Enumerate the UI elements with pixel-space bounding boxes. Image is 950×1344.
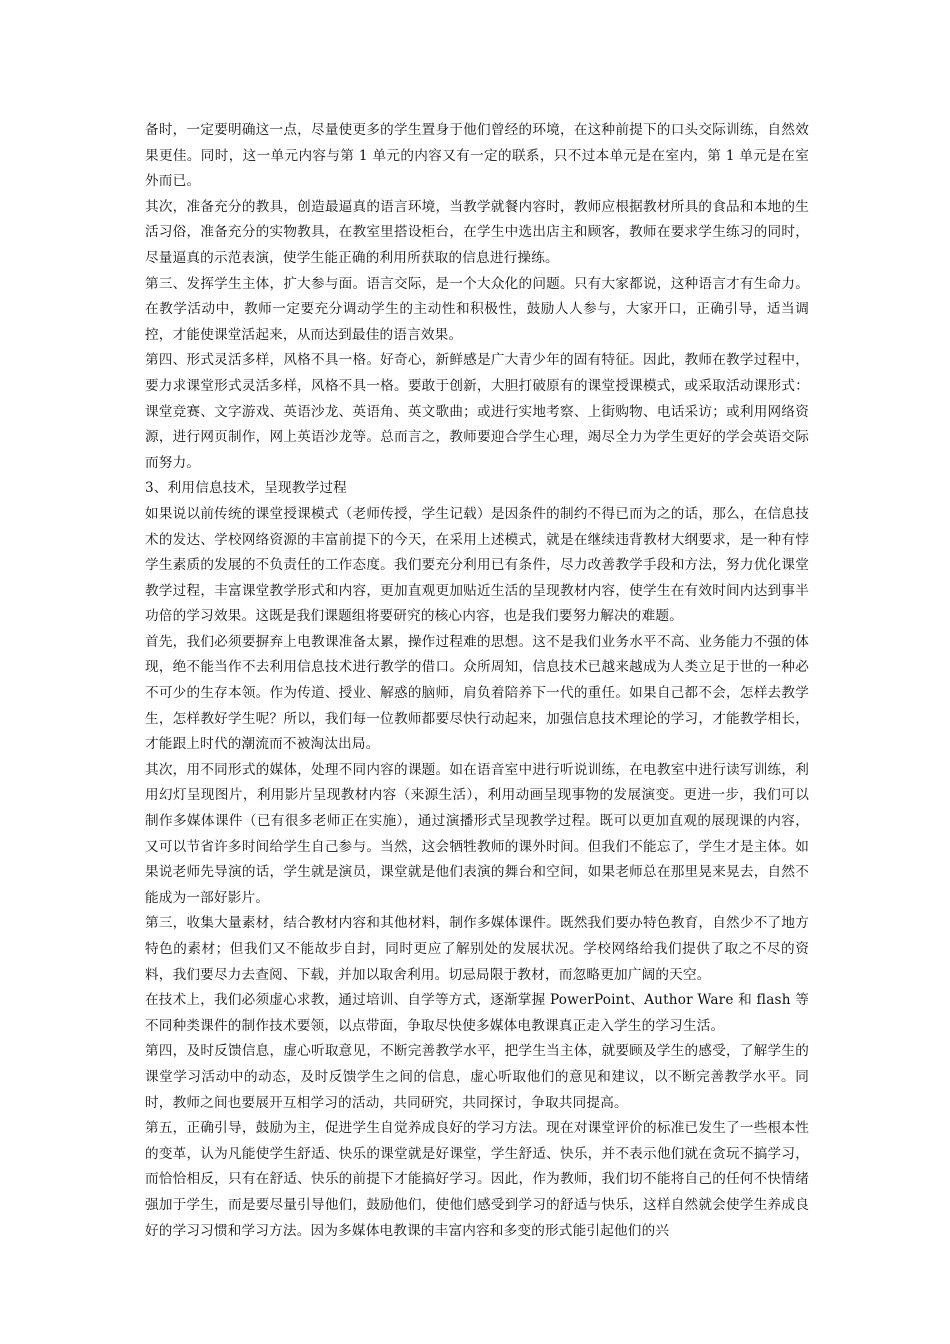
document-body	[145, 118, 809, 1244]
paragraph-flexible-forms: 第四、形式灵活多样，风格不具一格。好奇心，新鲜感是广大青少年的固有特征。因此，教师在教学过程中，要力求课堂形式灵活多样，风格不具一格。要敢于创新，大胆打破原有的课堂授课模式，或采取活动课形式：课堂竞赛、文字游戏、英语沙龙、英语角、英文歌曲；或进行实地考察、上街购物、电话采访；或利用网络资源，进行网页制作，网上英语沙龙等。总而言之，教师要迎合学生心理，竭尽全力为学生更好的学会英语交际而努力。	[145, 352, 809, 471]
section-heading-info-tech: 3、利用信息技术，呈现教学过程	[145, 480, 347, 497]
paragraph-lesson-prep: 备时，一定要明确这一点，尽量使更多的学生置身于他们曾经的环境，在这种前提下的口头交际训练，自然效果更佳。同时，这一单元内容与第 1 单元的内容又有一定的联系，只不过本单元是在室内，第 1 单元是在室外而已。	[145, 122, 809, 190]
paragraph-student-participation: 第三、发挥学生主体，扩大参与面。语言交际，是一个大众化的问题。只有大家都说，这种语言才有生命力。在教学活动中，教师一定要充分调动学生的主动性和积极性，鼓励人人参与，大家开口，正确引导，适当调控，才能使课堂活起来，从而达到最佳的语言效果。	[145, 275, 809, 343]
paragraph-third-materials: 第三，收集大量素材，结合教材内容和其他材料，制作多媒体课件。既然我们要办特色教育，自然少不了地方特色的素材；但我们又不能故步自封，同时更应了解别处的发展状况。学校网络给我们提供了取之不尽的资料，我们要尽力去查阅、下载，并加以取舍利用。切忌局限于教材，而忽略更加广阔的天空。	[145, 915, 809, 983]
paragraph-teaching-aids: 其次，准备充分的教具，创造最逼真的语言环境，当教学就餐内容时，教师应根据教材所具的食品和本地的生活习俗，准备充分的实物教具，在教室里搭设柜台，在学生中选出店主和顾客，教师在要求学生练习的同时，尽量逼真的示范表演，使学生能正确的利用所获取的信息进行操练。	[145, 198, 809, 266]
paragraph-traditional-mode: 如果说以前传统的课堂授课模式（老师传授，学生记载）是因条件的制约不得已而为之的话，那么，在信息技术的发达、学校网络资源的丰富前提下的今天，在采用上述模式，就是在继续违背教材大纲要求，是一种有悖学生素质的发展的不负责任的工作态度。我们要充分利用已有条件，尽力改善教学手段和方法，努力优化课堂教学过程，丰富课堂教学形式和内容，更加直观更加贴近生活的呈现教材内容，使学生在有效时间内达到事半功倍的学习效果。这既是我们课题组将要研究的核心内容，也是我们要努力解决的难题。	[145, 505, 809, 625]
paragraph-first-abandon: 首先，我们必须要摒弃上电教课准备太累，操作过程难的思想。这不是我们业务水平不高、业务能力不强的体现，绝不能当作不去利用信息技术进行教学的借口。众所周知，信息技术已越来越成为人类立足于世的一种必不可少的生存本领。作为传道、授业、解惑的脑师，肩负着陪养下一代的重任。如果自己都不会，怎样去教学生，怎样教好学生呢？所以，我们每一位教师都要尽快行动起来，加强信息技术理论的学习，才能教学相长，才能跟上时代的潮流而不被淘汰出局。	[145, 633, 809, 753]
paragraph-technical-skills: 在技术上，我们必须虚心求教，通过培训、自学等方式，逐渐掌握 PowerPoint、Author Ware 和 flash 等不同种类课件的制作技术要领，以点带面，争取尽快使多媒体电教课真正走入学生的学习生活。	[145, 992, 809, 1034]
paragraph-fourth-feedback: 第四，及时反馈信息，虚心听取意见，不断完善教学水平，把学生当主体，就要顾及学生的感受，了解学生的课堂学习活动中的动态，及时反馈学生之间的信息，虚心听取他们的意见和建议，以不断完善教学水平。同时，教师之间也要展开互相学习的活动，共同研究，共同探讨，争取共同提高。	[145, 1043, 809, 1111]
paragraph-fifth-guidance: 第五，正确引导，鼓励为主，促进学生自觉养成良好的学习方法。现在对课堂评价的标准已发生了一些根本性的变革，认为凡能使学生舒适、快乐的课堂就是好课堂，学生舒适、快乐，并不表示他们就在贪玩不搞学习，而恰恰相反，只有在舒适、快乐的前提下才能搞好学习。因此，作为教师，我们切不能将自己的任何不快情绪强加于学生，而是要尽量引导他们，鼓励他们，使他们感受到学习的舒适与快乐，这样自然就会使学生养成良好的学习习惯和学习方法。因为多媒体电教课的丰富内容和多变的形式能引起他们的兴	[145, 1120, 809, 1239]
paragraph-second-media: 其次，用不同形式的媒体，处理不同内容的课题。如在语音室中进行听说训练，在电教室中进行读写训练，利用幻灯呈现图片，利用影片呈现教材内容（来源生活），利用动画呈现事物的发展演变。更进一步，我们可以制作多媒体课件（已有很多老师正在实施），通过演播形式呈现教学过程。既可以更加直观的展现课的内容，又可以节省许多时间给学生自己参与。当然，这会牺牲教师的课外时间。但我们不能忘了，学生才是主体。如果说老师先导演的话，学生就是演员，课堂就是他们表演的舞台和空间，如果老师总在那里晃来晃去，自然不能成为一部好影片。	[145, 761, 809, 906]
